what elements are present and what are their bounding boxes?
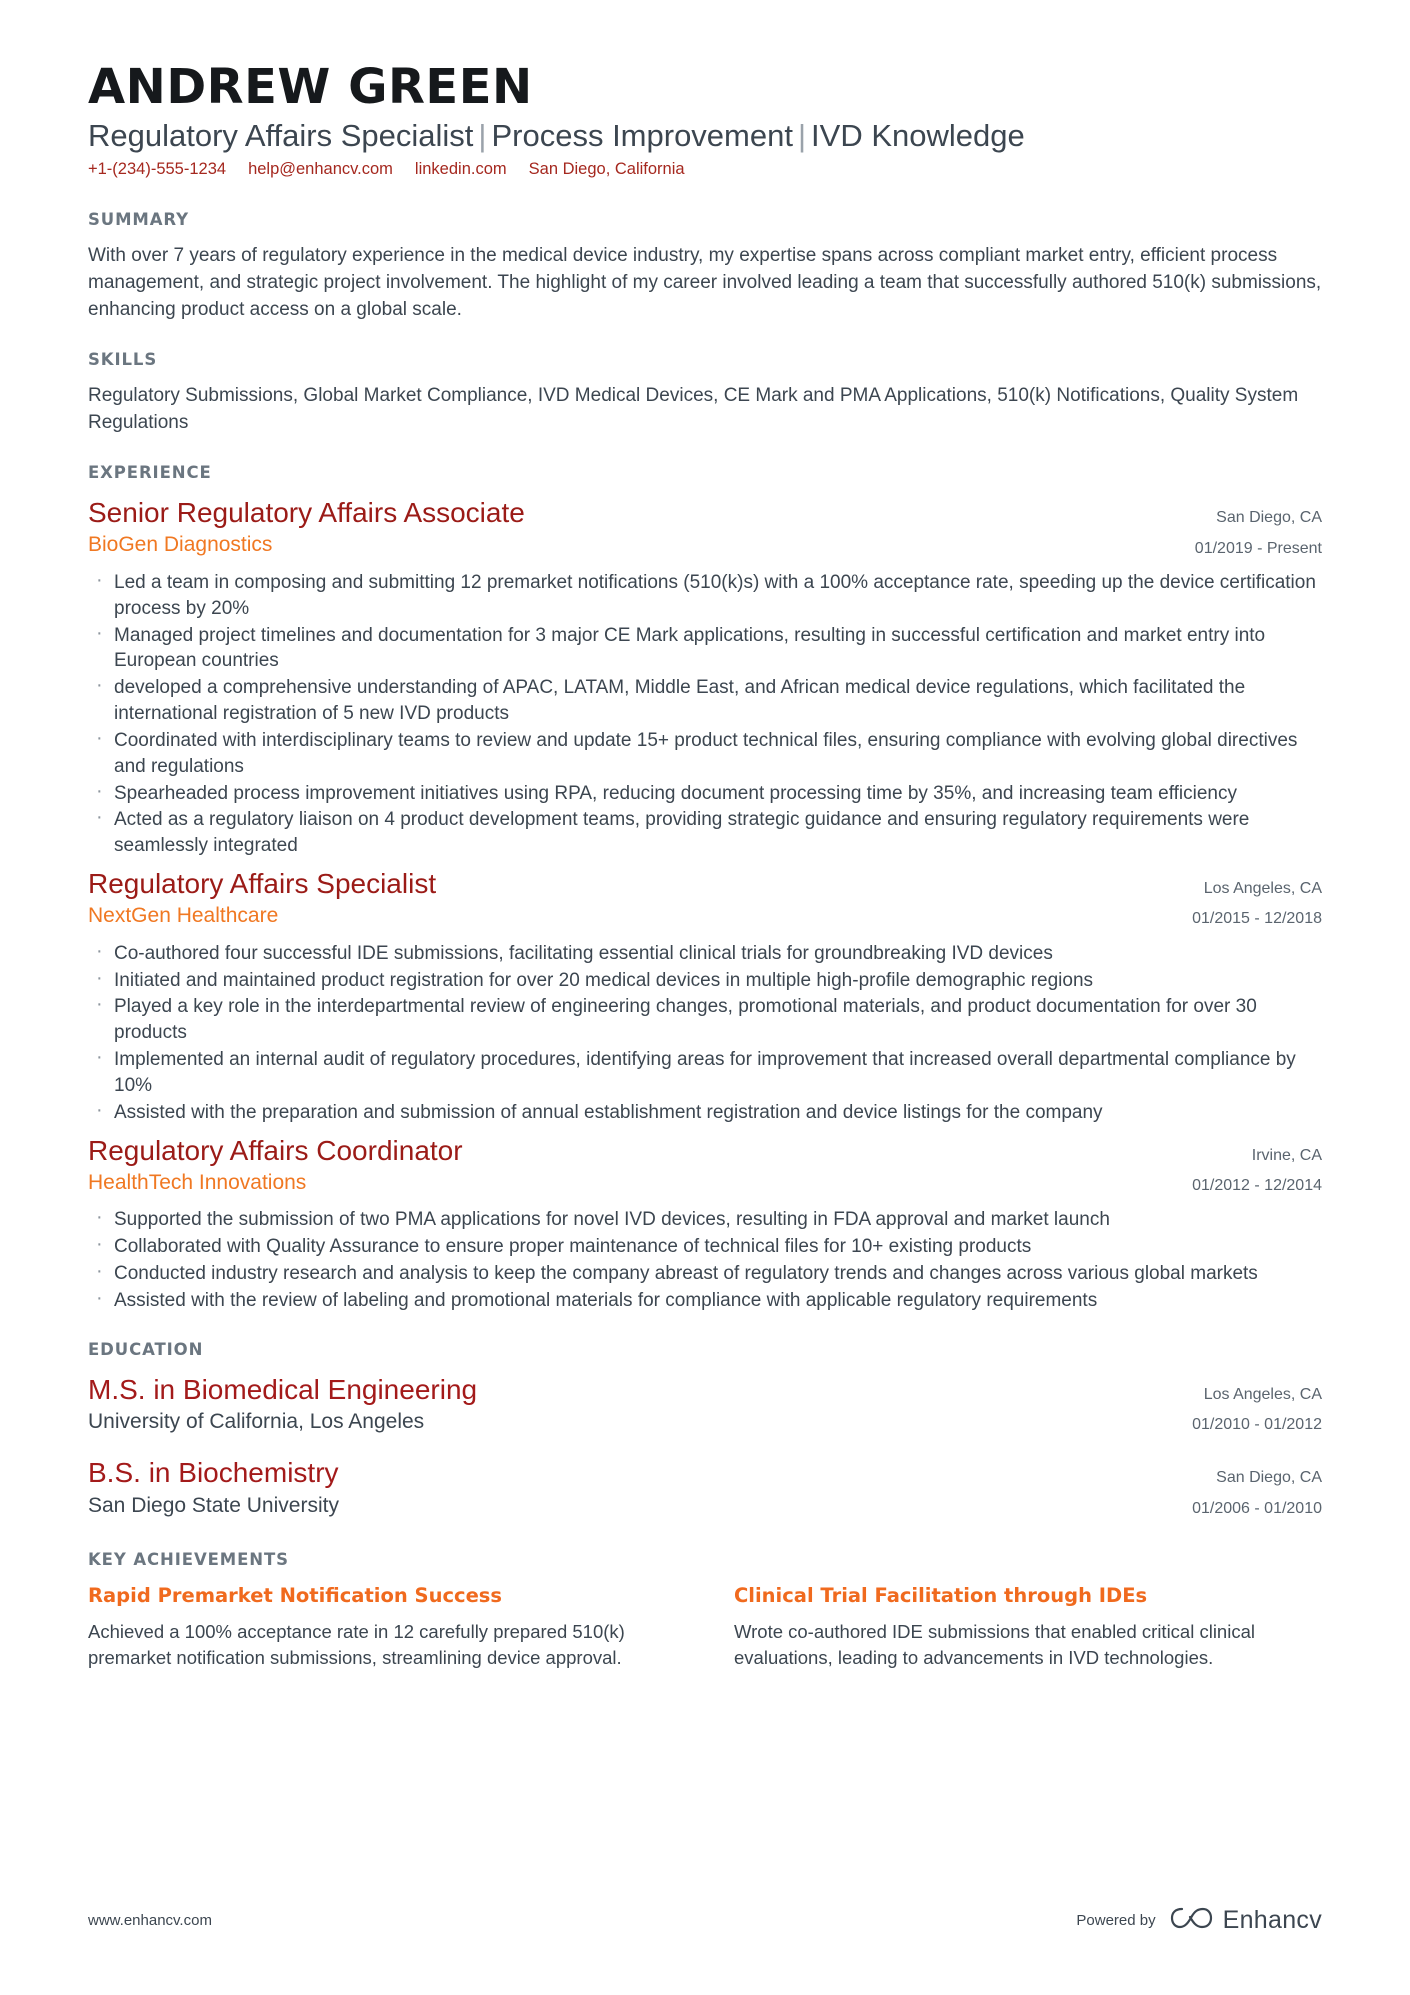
skills-text: Regulatory Submissions, Global Market Compliance, IVD Medical Devices, CE Mark and PMA Applications, 510(k) Notifications, Quality System Regulations — [88, 385, 1299, 434]
job-bullet: · Initiated and maintained product registration for over 20 medical devices in multiple high-profile demographic regions — [88, 968, 1322, 994]
job-title: Regulatory Affairs Specialist — [88, 868, 437, 899]
summary-section-title: SUMMARY — [88, 210, 189, 230]
experience-section-title: EXPERIENCE — [88, 463, 212, 483]
headline-part-2: Process Improvement — [491, 117, 793, 153]
degree-title: B.S. in Biochemistry — [88, 1457, 339, 1489]
school-dates: 01/2010 - 01/2012 — [1192, 1416, 1322, 1434]
experience-entry-meta — [1175, 496, 1322, 564]
job-bullet: · Led a team in composing and submitting 12 premarket notifications (510(k)s) with a 100% acceptance rate, speeding up the device certification process by 20% — [88, 570, 1322, 622]
education-entry-header — [88, 1456, 1322, 1524]
experience-entry-main — [88, 867, 1172, 929]
summary-text: With over 7 years of regulatory experience in the medical device industry, my expertise spans across compliant market entry, efficient process management, and strategic project involvement. The highlight of my career involved leading a team that successfully authored 510(k) submissions, enhancing product access on a global scale. — [88, 245, 1322, 321]
experience-entry-header — [88, 496, 1322, 564]
job-bullet-list — [88, 1207, 1322, 1313]
school-name: University of California, Los Angeles — [88, 1409, 425, 1433]
achievement-title: Clinical Trial Facilitation through IDEs — [734, 1584, 1148, 1608]
powered-by-label: Powered by — [1076, 1912, 1156, 1929]
summary-section — [88, 210, 1322, 324]
page-footer — [88, 1904, 1322, 1937]
education-entry — [88, 1373, 1322, 1441]
footer-branding — [1076, 1904, 1322, 1937]
achievements-section-title: KEY ACHIEVEMENTS — [88, 1550, 289, 1570]
job-bullet: · Assisted with the preparation and submission of annual establishment registration and device listings for the company — [88, 1100, 1322, 1126]
contact-email[interactable]: help@enhancv.com — [248, 160, 393, 179]
job-bullet: · developed a comprehensive understanding of APAC, LATAM, Middle East, and African medical device regulations, which facilitated the international registration of 5 new IVD products — [88, 675, 1322, 727]
job-dates: 01/2015 - 12/2018 — [1192, 910, 1322, 928]
job-title: Senior Regulatory Affairs Associate — [88, 497, 525, 529]
job-location: Los Angeles, CA — [1203, 880, 1322, 897]
headline — [88, 118, 1322, 154]
education-entry — [88, 1456, 1322, 1524]
experience-entry-header — [88, 867, 1322, 935]
experience-entry-header — [88, 1134, 1322, 1202]
school-location: Los Angeles, CA — [1203, 1385, 1322, 1403]
education-entry-main — [88, 1456, 1172, 1518]
headline-separator-1: | — [478, 117, 487, 153]
company-name: HealthTech Innovations — [88, 1170, 307, 1194]
resume-header — [88, 59, 1322, 180]
enhancv-brand — [1170, 1904, 1322, 1937]
achievement-item — [88, 1583, 676, 1671]
footer-website-link[interactable]: www.enhancv.com — [88, 1912, 212, 1929]
school-location: San Diego, CA — [1216, 1469, 1322, 1487]
contact-phone[interactable]: +1-(234)-555-1234 — [88, 160, 227, 179]
enhancv-logo-icon — [1170, 1904, 1214, 1937]
contact-location: San Diego, California — [528, 160, 685, 179]
job-location: San Diego, CA — [1216, 509, 1322, 527]
achievements-grid — [88, 1583, 1322, 1671]
degree-title: M.S. in Biomedical Engineering — [88, 1373, 478, 1405]
experience-entry-main — [88, 1134, 1172, 1196]
enhancv-brand-name: Enhancv — [1222, 1906, 1322, 1934]
job-bullet: · Assisted with the review of labeling and promotional materials for compliance with applicable regulatory requirements — [88, 1288, 1322, 1314]
headline-part-1: Regulatory Affairs Specialist — [88, 117, 474, 153]
job-bullet-list — [88, 941, 1322, 1126]
job-bullet: · Conducted industry research and analysis to keep the company abreast of regulatory trends and changes across various global markets — [88, 1261, 1322, 1287]
experience-entry-meta — [1172, 1134, 1322, 1202]
achievement-item — [734, 1583, 1322, 1671]
company-name: NextGen Healthcare — [88, 904, 279, 928]
education-section-title: EDUCATION — [88, 1339, 204, 1359]
company-name: BioGen Diagnostics — [88, 533, 273, 557]
job-title: Regulatory Affairs Coordinator — [88, 1134, 463, 1166]
job-bullet: · Implemented an internal audit of regulatory procedures, identifying areas for improvement that increased overall departmental compliance by 10% — [88, 1047, 1322, 1099]
education-entry-meta — [1172, 1456, 1322, 1524]
headline-part-3: IVD Knowledge — [811, 117, 1025, 153]
skills-section-title: SKILLS — [88, 350, 158, 370]
job-bullet: · Co-authored four successful IDE submissions, facilitating essential clinical trials for groundbreaking IVD devices — [88, 941, 1322, 967]
job-bullet: · Acted as a regulatory liaison on 4 product development teams, providing strategic guidance and ensuring regulatory requirements were seamlessly integrated — [88, 807, 1322, 859]
education-entry-main — [88, 1373, 1172, 1435]
headline-separator-2: | — [797, 117, 807, 153]
job-location: Irvine, CA — [1251, 1146, 1322, 1164]
education-section — [88, 1340, 1322, 1525]
experience-entry-meta — [1172, 867, 1322, 935]
achievements-section — [88, 1550, 1322, 1671]
job-dates: 01/2019 - Present — [1194, 539, 1322, 557]
experience-section — [88, 463, 1322, 1314]
school-dates: 01/2006 - 01/2010 — [1192, 1499, 1322, 1517]
experience-entry — [88, 867, 1322, 1126]
experience-entry — [88, 496, 1322, 859]
contact-line — [88, 160, 1322, 180]
job-bullet-list — [88, 570, 1322, 859]
job-bullet: · Managed project timelines and documentation for 3 major CE Mark applications, resulting in successful certification and market entry into European countries — [88, 623, 1322, 675]
contact-linkedin[interactable]: linkedin.com — [414, 160, 507, 179]
job-bullet: · Supported the submission of two PMA applications for novel IVD devices, resulting in FDA approval and market launch — [88, 1207, 1322, 1233]
skills-section — [88, 350, 1322, 437]
school-name: San Diego State University — [88, 1493, 339, 1517]
achievement-text: Wrote co-authored IDE submissions that enabled critical clinical evaluations, leading to advancements in IVD technologies. — [734, 1620, 1255, 1668]
achievement-text: Achieved a 100% acceptance rate in 12 carefully prepared 510(k) premarket notification submissions, streamlining device approval. — [88, 1620, 625, 1668]
experience-entry — [88, 1134, 1322, 1314]
job-bullet: · Coordinated with interdisciplinary teams to review and update 15+ product technical files, ensuring compliance with evolving global directives and regulations — [88, 728, 1322, 780]
job-dates: 01/2012 - 12/2014 — [1192, 1176, 1322, 1194]
job-bullet: · Played a key role in the interdepartmental review of engineering changes, promotional materials, and product documentation for over 30 products — [88, 994, 1322, 1046]
job-bullet: · Collaborated with Quality Assurance to ensure proper maintenance of technical files for 10+ existing products — [88, 1234, 1322, 1260]
experience-entry-main — [88, 496, 1175, 558]
page-title: ANDREW GREEN — [88, 59, 533, 115]
job-bullet: · Spearheaded process improvement initiatives using RPA, reducing document processing time by 35%, and increasing team efficiency — [88, 781, 1322, 807]
education-entry-header — [88, 1373, 1322, 1441]
education-entry-meta — [1172, 1373, 1322, 1441]
achievement-title: Rapid Premarket Notification Success — [88, 1584, 503, 1608]
